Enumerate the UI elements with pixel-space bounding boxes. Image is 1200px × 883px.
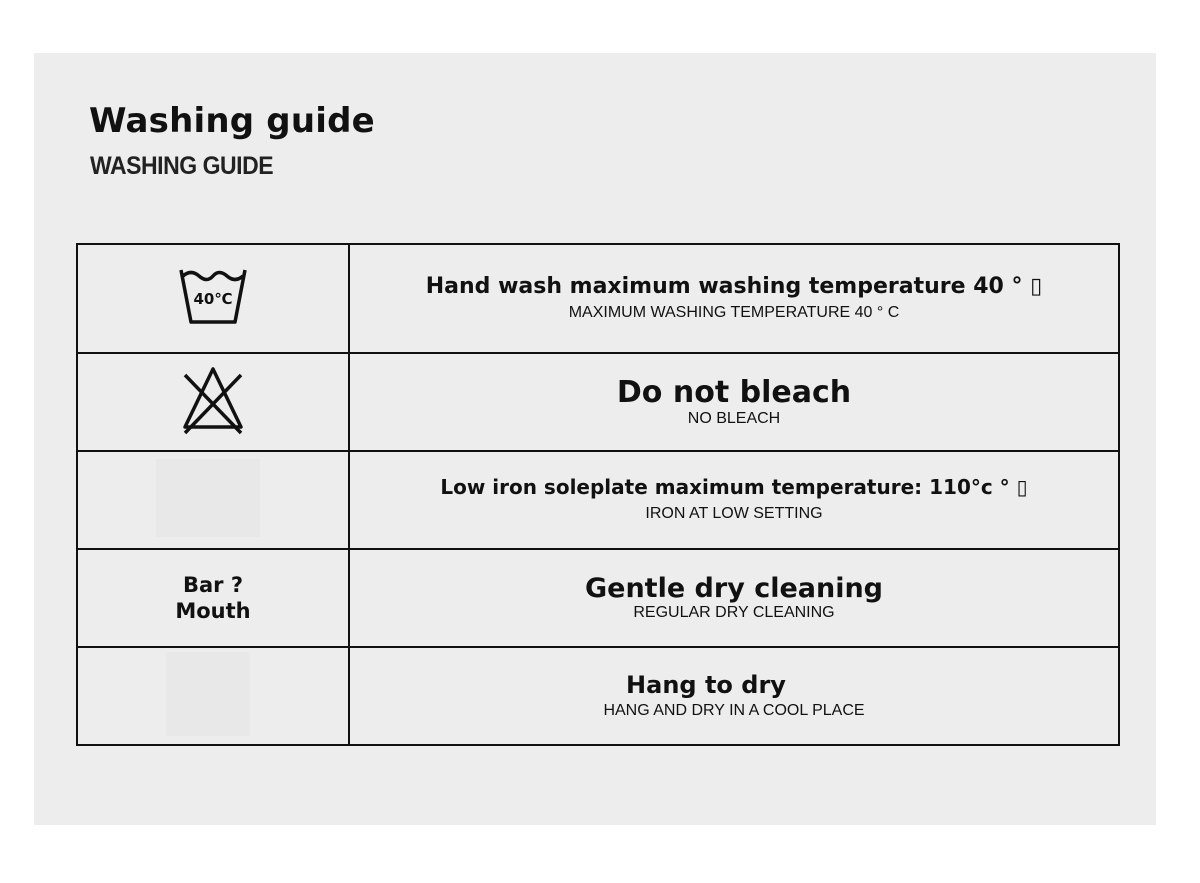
table-row (77, 451, 1119, 549)
description-cell (349, 647, 1119, 745)
hang-dry-icon (166, 652, 250, 736)
icon-cell (77, 647, 349, 745)
icon-cell (77, 451, 349, 549)
icon-cell (77, 353, 349, 451)
iron-low-icon (156, 459, 260, 537)
description-cell (349, 549, 1119, 647)
care-subtitle: IRON AT LOW SETTING (645, 505, 823, 523)
dry-clean-icon (175, 572, 250, 625)
table-row (77, 244, 1119, 353)
care-subtitle: HANG AND DRY IN A COOL PLACE (603, 701, 865, 719)
description-cell (349, 244, 1119, 353)
wash-tub-40c-icon (178, 290, 248, 330)
description-cell (349, 451, 1119, 549)
page-subtitle: WASHING GUIDE (90, 152, 274, 180)
care-subtitle: MAXIMUM WASHING TEMPERATURE 40 ° C (568, 303, 900, 321)
care-subtitle: REGULAR DRY CLEANING (633, 604, 835, 622)
icon-cell (77, 549, 349, 647)
care-subtitle: NO BLEACH (687, 409, 781, 427)
care-title: Hand wash maximum washing temperature 40 ° ▯ (425, 274, 1043, 300)
page-title: Washing guide (89, 101, 375, 141)
table-row (77, 353, 1119, 451)
table-row (77, 647, 1119, 745)
icon-cell (77, 244, 349, 353)
dry-clean-icon-line1: Bar ? (182, 572, 243, 597)
dry-clean-icon-line2: Mouth (175, 599, 251, 623)
care-title: Low iron soleplate maximum temperature: 110°c ° ▯ (440, 475, 1028, 500)
care-title: Hang to dry (626, 671, 786, 700)
description-cell (349, 353, 1119, 451)
care-title: Do not bleach (616, 374, 852, 410)
care-title: Gentle dry cleaning (584, 572, 884, 604)
no-bleach-icon (180, 422, 246, 439)
wash-temp-label: 40℃ (193, 290, 233, 308)
care-table (76, 243, 1120, 746)
table-row (77, 549, 1119, 647)
